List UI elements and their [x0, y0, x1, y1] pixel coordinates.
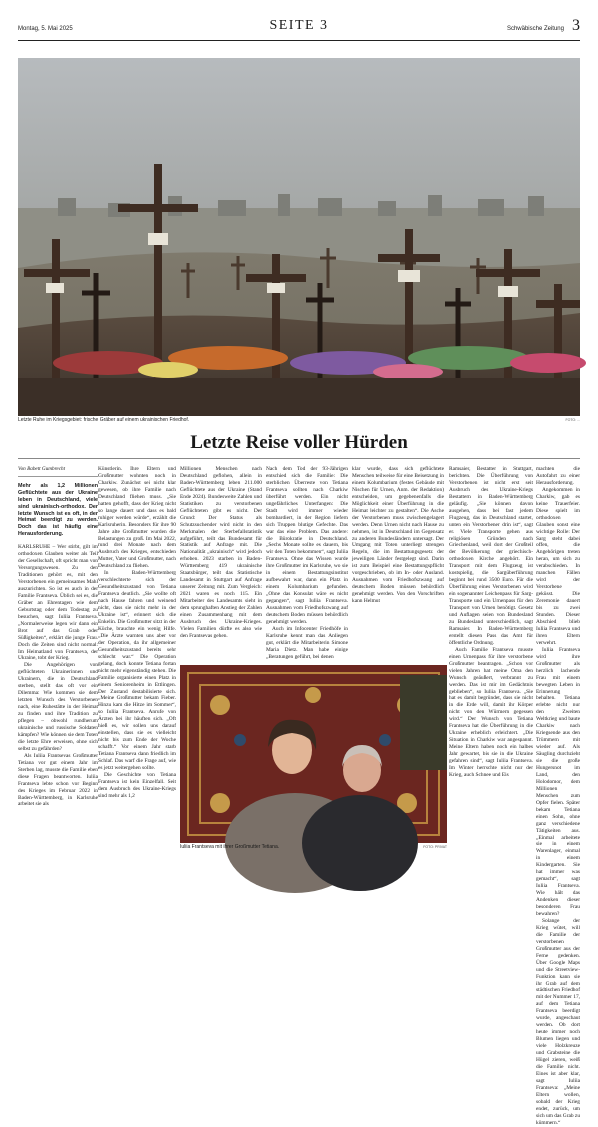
paragraph: Angekommen in Charkiw, gab es keine Trauerfeier. Diese spielt im orthodoxen Glauben sonst eine wichtige Rolle: Der Sarg steht dabei offen, die Angehörigen treten heran, um sich zu verabschieden. In manchen Fällen wird der Verstorbene geküsst. Die Zeremonie dauert bis zu zwei Stunden. Dieser Abschied blieb Iuliia Frantseva und ihren Eltern verwehrt.: [536, 486, 580, 646]
issue-date: Montag, 5. Mai 2025: [18, 26, 73, 32]
paragraph: Die Angehörigen von geflüchteten Ukrainerinnen und Ukrainern, die in Deutschland sterben, stellt das oft vor ein Dilemma: Wie kommen sie dem letzten Wunsch des Verstorbenen nach, eine Ruhestätte in der Heimat zu finden und ihre Tradition zu pflegen – obwohl rundherum ukrainische und russische Soldaten kämpfen? Wie können sie dem Toten die letzte Ehre erweisen, ohne sich selbst zu gefährden?: [18, 662, 98, 752]
inset-caption: Iuliia Frantseva mit ihrer Großmutter Tetiana.: [180, 844, 280, 850]
photo-caption-row: [18, 417, 580, 426]
paragraph: Nach dem Tod der 93-Jährigen entschied sich die Familie: Die sterblichen Überreste von Tetiana Frantseva sollten nach Charkiw überführt werden. Ein nicht ungefährliches Unterfangen: Die Stadt wird immer wieder bombardiert, in der Region liefern sich Truppen blutige Gefechte. Das war das eine Problem. Das andere: die Bürokratie in Deutschland. „Sechs Monate sollte es dauern, bis wir den Toten bekommen“, sagt Iuliia Frantseva. Ohne das Wissen wurde ihre Großmutter im Karlsruhe, wo sie in einem Bestattungsinstitut aufbewahrt war, dann ein Platz in einem Kolumbarium gefunden. „Ohne das Konsulat wäre es nicht gegangen“, sagt Iuliia Frantseva. Ausnahmen vom Friedhofszwang auf deutschem Boden müssen behördlich genehmigt werden.: [266, 466, 348, 625]
newspaper-name: Schwäbische Zeitung: [506, 26, 564, 32]
article-lead: Mehr als 1,2 Millionen Geflüchtete aus der Ukraine leben in Deutschland, viele sind ukrainisch-orthodox. Der letzte Wunsch ist es oft, in der Heimat beerdigt zu werden. Doch das ist häufig eine Herausforderung.: [18, 482, 98, 538]
paragraph: Die Geschichte von Tetiana Frantseva ist kein Einzelfall. Seit dem Ausbruch des Ukraine-Kriegs sind mehr als 1,2: [98, 771, 176, 799]
column-6: [449, 466, 533, 866]
main-photo: [18, 58, 580, 416]
inset-caption-row: [180, 844, 447, 852]
column-7: [536, 466, 581, 1126]
paragraph: Als Iuliia Frantsevas Großmutter Tetiana vor gut einem Jahr im Sterben lag, musste die Familie eben diese Fragen beantworten. Iuliia Frantseva lebte schon vor Beginn des Krieges im Februar 2022 in Baden-Württemberg, in Karlsruhe arbeitet sie als: [18, 752, 98, 808]
author-divider: [18, 476, 98, 477]
article-headline: Letzte Reise voller Hürden: [190, 432, 408, 453]
page-header: [18, 18, 580, 41]
inset-credit: FOTO: PRIVAT: [423, 845, 447, 849]
paragraph: Solange der Krieg wütet, will die Familie der verstorbenen Großmutter aus der Ferne gedenken. Über Google Maps und die Streetview-Funktion kann sie ihr Grab auf dem städtischen Friedhof mit der Nummer 17, auf dem Tetiana Frantseva beerdigt wurde, angeschaut werden. Ob dort heute immer noch Blumen liegen und viele Holzkreuze und Grabsteine die Hügel zieren, weiß die Familie nicht. Eines ist aber klar, sagt Iuliia Frantseva: „Meine Eltern wollen, sobald der Krieg endet, zurück, um sich um das Grab zu kümmern.“: [536, 917, 581, 1126]
page-label: SEITE 3: [269, 18, 329, 33]
paragraph: Millionen Menschen nach Deutschland geflohen, allein in Baden-Württemberg leben 211.000 Geflüchtete aus der Ukraine (Stand Ende 2024). Bundesweite Zahlen und Statistiken zu verstorbenen Geflüchteten gibt es nicht. Der Grund: Der Status als Schutzsuchender wird nicht in den Merkmalen der Sterbefallstatistik aufgeführt, teilt das Bundesamt für Statistik auf Anfrage mit. Die Nationalität „ukrainisch“ wird jedoch erhoben. 2023 starben in Baden-Württemberg 419 ukrainische Staatsbürger, teilt das Statistische Landesamt in Stuttgart auf Anfrage unserer Zeitung mit. Zum Vergleich: 2021 waren es noch 115. Ein Mitarbeiter des Landesamts sieht in dem sprunghaften Anstieg der Zahlen einen Zusammenhang mit dem Ausbruch des Ukraine-Krieges. Vielen Familien dürfte es also wie den Frantsevas gehen.: [180, 466, 262, 639]
paragraph: Iuliia Frantseva wird ihre Großmutter als herzlich lachende Frau mit einem bewegten Leben in Erinnerung behalten. Tetiana erlebte nicht nur den Zweiten Weltkrieg und baute Charkiw nach Kriegsende aus den Trümmern mit wieder auf. Als Säugling durchzieht sie die große Hungersnot im Land, den Holodomor, dem Millionen Menschen zum Opfer fielen. Später bekam Tetiana einen Sohn, ohne ganz verschiedene Tätigkeiten aus. „Einmal arbeitete sie in einem Warenlager, einmal in einem Kindergarten. Sie hat immer was gemacht“, sagt Iuliia Frantseva. Wie hält das Andenken dieser besonderen Frau bewahren?: [536, 646, 580, 917]
headline-divider: [18, 458, 580, 459]
paragraph: Ramsaier, Bestatter in Stuttgart, berichten. Die Überführung von Verstorbenen ist nicht erst seit Ausbruch des Ukraine-Kriegs Bestattern in Baden-Württemberg geläufig. „Sie können davon ausgehen, dass bei fast jedem Flugzeug, das in Deutschland startet, unten ein Verstorbener drin ist“, sagt er. Viele Transporte gehen aus religiösen Gründen nach Griechenland, weil dort der Großteil der Bevölkerung der griechisch-orthodoxen Kirche angehört. Ein Transport mit dem Flugzeug ist kostspielig, die Sargüberführung beginnt bei rund 3500 Euro. Für die Überführung eines Verstorbenen wird ein sogenannter Leichenpass für Sarg-Transporte und ein Urnenpass für den Transport von Urnen benötigt. Gesetz und Auflagen seien von Bundesland zu Bundesland unterschiedlich, sagt Ramsaier. In Baden-Württemberg erstellt diesen Pass das Amt für öffentliche Ordnung.: [449, 466, 533, 646]
paragraph: Künstlerin. Ihre Eltern und Großmutter wohnten noch in Charkiw. Zunächst sei nicht klar gewesen, ob ihre Familie nach Deutschland fliehen muss. „Sie hatten gehofft, dass der Krieg nicht so lange dauert und dass es bald ruhiger werden würde“, erzählt die Karlsruherin. Besonders für ihre 90 Jahre alte Großmutter wurden die Belastungen zu groß. Im Mai 2022, rund drei Monate nach dem Ausbruch des Krieges, entschieden Mutter, Vater und Großmutter, nach Deutschland zu fliehen.: [98, 466, 176, 570]
paragraph: KARLSRUHE – Wer stirbt, gilt im orthodoxen Glauben weiter als Teil der Gesellschaft, oft spricht man von Versorgungswesen. Zu den Traditionen gehört es, mit den Verstorbenen ein gemeinsames Mahl auszurichten. So ist es auch in der Familie Frantseva. Üblich sei es, die Gräber an Ehrentagen wie dem Geburtstag oder dem Todestag zu besuchen, sagt Iuliia Frantseva. „Normalerweise legen wir dann ein Brot auf das Grab oder Süßigkeiten“, erklärt die junge Frau. Doch die Zeiten sind nicht normal: Im Heimatland von Frantseva, der Ukraine, tobt der Krieg.: [18, 544, 98, 662]
column-1: [18, 466, 98, 866]
column-4: [266, 466, 348, 661]
paragraph: klar wurde, dass sich geflüchtete Menschen teilweise für eine Beisetzung in einem Kolumbarium (festes Gebäude mit Nischen für Urnen, Anm. der Redaktion) entscheiden, um gegebenenfalls die Möglichkeit einer Überführung in die Heimat leichter zu gestalten“. Die Asche der Verstorbenen muss zwischengelagert werden. Denn Urnen nicht nach Hause zu nehmen, ist in Deutschland im Gegensatz zu anderen Bundesländern untersagt. Der Umgang mit Toten unterliegt strengen Regeln, die im Bestattungsgesetz der jeweiligen Länder festgelegt sind. Darin ist zum Beispiel eine Bestattungspflicht vorgeschrieben, ob im In- oder Ausland. Ausnahmen vom Friedhofszwang auf deutschem Boden müssen behördlich genehmigt werden. Von den Vorschriften kann Helmut: [352, 466, 444, 605]
photo-credit: FOTO: ...: [565, 418, 580, 422]
photo-caption: Letzte Ruhe im Kriegsgebiet: frische Gräber auf einem ukrainischen Friedhof.: [18, 417, 190, 423]
column-3: [180, 466, 262, 661]
column-2: [98, 466, 176, 866]
page-number: 3: [572, 17, 580, 34]
paragraph: machten die Autofahrt zu einer Herausforderung.: [536, 466, 580, 486]
inset-photo: [180, 665, 447, 843]
column-5: [352, 466, 444, 661]
author-line: Von Babett Gumbrecht: [18, 466, 66, 472]
paragraph: Auch Familie Frantseva musste einen Urnenpass für ihre verstorbene Großmutter beantragen. „Schon vor vielen Jahren hat meine Oma den Wunsch geäußert, verbrannt zu werden. Das ist mir im Gedächtnis geblieben“, so Iuliia Frantseva. „Sie hat es damit begründet, dass sie nicht in die Erde will, damit ihr Körper nicht von den Würmern gegessen wird.“ Der Wunsch von Tetiana Frantseva hat die Überführung in die Ukraine erheblich erleichtert. „Die Situation in Charkiw war angespannt. Meine Eltern haben noch ein halbes Jahr gewartet, bis sie in die Ukraine gefahren sind“, sagt Iuliia Frantseva. Im Winter herrschte nicht nur der Krieg, auch Schnee und Eis: [449, 646, 533, 778]
paragraph: In Baden-Württemberg verschlechterte sich der Gesundheitszustand von Tetiana Frantseva deutlich. „Sie wollte oft nach Hause fahren und weinend nicht, dass sie nicht mehr in der Ukraine ist“, erinnert sich die Enkelin. Die Großmutter sitzt in der Küche, brauchte ein wenig Hilfe. „Die Ärzte warnten uns aber vor der Operation, da ihr allgemeiner Gesundheitszustand bereits sehr schlecht war.“ Die Operation gelang, doch konnte Tetiana fortan nicht mehr eigenständig stehen. Die Familie organisierte einen Platz in einem Seniorenheim in Ettlingen. Der Zustand destabilisierte sich. „Meine Großmutter bekam Fieber. Hinzu kam die Hitze im Sommer“, so Iuliia Frantseva. Anrufe von Ärzten bei ihr häuften sich. „Oft hieß es, wir sollen uns darauf einstellen, dass sie es vielleicht nicht bis zum Ende der Woche schafft.“ Vor einem Jahr starb Tetiana Frantseva dann friedlich im Schlaf. Das warf die Frage auf, wie es jetzt weitergehen sollte.: [98, 570, 176, 771]
paragraph: Auch im Infocenter Friedhöfe in Karlsruhe kennt man das Anliegen gut, erklärt die Mitarbeiterin Simone Maria Dietz. Man habe einige „Beratungen geführt, bei denen: [266, 625, 348, 660]
